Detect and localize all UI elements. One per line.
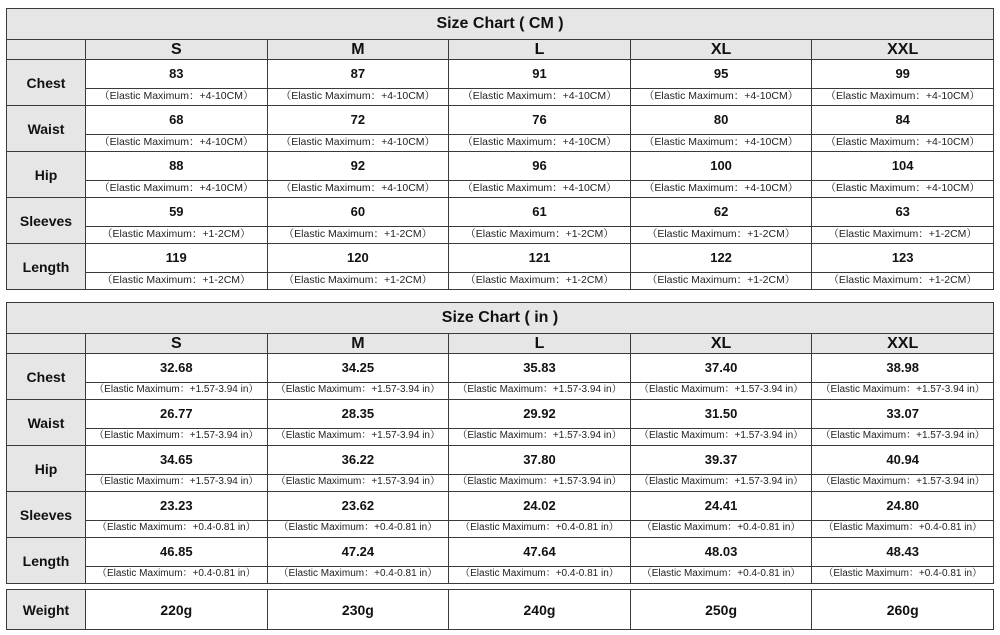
elastic-note: （Elastic Maximum：+1.57-3.94 in） [631, 428, 812, 443]
measurement-value: 33.07 [886, 406, 919, 421]
measurement-cell [267, 354, 449, 400]
measurement-cell [86, 60, 268, 106]
measurement-row [7, 354, 994, 400]
elastic-note: （Elastic Maximum：+1.57-3.94 in） [631, 382, 812, 397]
measurement-value: 24.41 [704, 498, 738, 513]
measurement-cell [86, 152, 268, 198]
measurement-value: 38.98 [886, 360, 919, 375]
measurement-cell [86, 106, 268, 152]
elastic-note: （Elastic Maximum：+1.57-3.94 in） [449, 474, 630, 489]
measurement-label: Waist [7, 106, 86, 152]
measurement-cell [630, 492, 812, 538]
measurement-value: 48.03 [704, 544, 738, 559]
measurement-cell [86, 538, 268, 584]
measurement-cell [86, 492, 268, 538]
measurement-cell [267, 60, 449, 106]
measurement-cell [86, 446, 268, 492]
measurement-value: 88 [169, 158, 184, 173]
measurement-value: 23.23 [160, 498, 193, 513]
size-header: M [267, 40, 449, 60]
measurement-cell [812, 492, 994, 538]
measurement-row [7, 60, 994, 106]
elastic-note: （Elastic Maximum：+1.57-3.94 in） [812, 382, 993, 397]
measurement-value: 32.68 [160, 360, 193, 375]
size-header: XXL [812, 334, 994, 354]
measurement-label: Hip [7, 152, 86, 198]
elastic-note: （Elastic Maximum：+0.4-0.81 in） [812, 520, 993, 535]
measurement-cell [267, 538, 449, 584]
weight-value-l: 240g [449, 590, 631, 630]
measurement-cell [812, 198, 994, 244]
elastic-note: （Elastic Maximum：+1-2CM） [268, 272, 449, 287]
measurement-cell [267, 492, 449, 538]
measurement-cell [449, 152, 631, 198]
measurement-cell [630, 400, 812, 446]
measurement-value: 31.50 [704, 406, 738, 421]
measurement-value: 59 [169, 204, 184, 219]
chart-title: Size Chart ( in ) [7, 303, 994, 334]
chart-title-row [7, 9, 994, 40]
measurement-value: 29.92 [523, 406, 556, 421]
size-chart-in [6, 302, 994, 584]
elastic-note: （Elastic Maximum：+1-2CM） [812, 226, 993, 241]
elastic-note: （Elastic Maximum：+4-10CM） [86, 134, 267, 149]
measurement-cell [267, 106, 449, 152]
weight-value-xl: 250g [630, 590, 812, 630]
size-header: XXL [812, 40, 994, 60]
measurement-row [7, 400, 994, 446]
measurement-label: Sleeves [7, 198, 86, 244]
measurement-cell [449, 60, 631, 106]
measurement-value: 91 [532, 66, 547, 81]
measurement-value: 47.64 [523, 544, 556, 559]
measurement-value: 36.22 [341, 452, 375, 467]
measurement-cell [630, 354, 812, 400]
measurement-value: 26.77 [160, 406, 193, 421]
measurement-cell [630, 106, 812, 152]
elastic-note: （Elastic Maximum：+1-2CM） [268, 226, 449, 241]
measurement-cell [812, 400, 994, 446]
elastic-note: （Elastic Maximum：+4-10CM） [268, 180, 449, 195]
measurement-value: 28.35 [341, 406, 375, 421]
measurement-value: 39.37 [704, 452, 738, 467]
measurement-value: 76 [532, 112, 547, 127]
elastic-note: （Elastic Maximum：+1-2CM） [449, 226, 630, 241]
measurement-value: 37.80 [523, 452, 556, 467]
measurement-value: 63 [895, 204, 910, 219]
measurement-cell [86, 244, 268, 290]
elastic-note: （Elastic Maximum：+1-2CM） [631, 272, 812, 287]
measurement-cell [267, 244, 449, 290]
measurement-cell [449, 354, 631, 400]
elastic-note: （Elastic Maximum：+0.4-0.81 in） [268, 520, 449, 535]
measurement-value: 48.43 [886, 544, 919, 559]
elastic-note: （Elastic Maximum：+4-10CM） [449, 88, 630, 103]
measurement-label: Waist [7, 400, 86, 446]
measurement-cell [449, 538, 631, 584]
size-header-row [7, 334, 994, 354]
size-header: XL [630, 40, 812, 60]
measurement-label: Hip [7, 446, 86, 492]
elastic-note: （Elastic Maximum：+4-10CM） [812, 134, 993, 149]
measurement-label: Sleeves [7, 492, 86, 538]
measurement-value: 80 [713, 112, 729, 127]
elastic-note: （Elastic Maximum：+0.4-0.81 in） [449, 566, 630, 581]
elastic-note: （Elastic Maximum：+1.57-3.94 in） [268, 428, 449, 443]
elastic-note: （Elastic Maximum：+4-10CM） [268, 134, 449, 149]
measurement-cell [812, 106, 994, 152]
elastic-note: （Elastic Maximum：+1.57-3.94 in） [631, 474, 812, 489]
corner-cell [7, 40, 86, 60]
measurement-cell [812, 354, 994, 400]
corner-cell [7, 334, 86, 354]
measurement-value: 46.85 [160, 544, 193, 559]
elastic-note: （Elastic Maximum：+0.4-0.81 in） [631, 520, 812, 535]
size-header: M [267, 334, 449, 354]
measurement-row [7, 538, 994, 584]
measurement-value: 87 [350, 66, 366, 81]
measurement-value: 95 [713, 66, 729, 81]
measurement-cell [630, 60, 812, 106]
measurement-value: 24.02 [523, 498, 556, 513]
measurement-value: 68 [169, 112, 184, 127]
measurement-value: 84 [895, 112, 910, 127]
measurement-value: 122 [710, 250, 732, 265]
measurement-row [7, 152, 994, 198]
weight-table [6, 589, 994, 630]
measurement-value: 37.40 [704, 360, 738, 375]
measurement-value: 72 [350, 112, 366, 127]
weight-value-m: 230g [267, 590, 449, 630]
measurement-cell [812, 446, 994, 492]
measurement-cell [267, 446, 449, 492]
weight-label: Weight [7, 590, 86, 630]
elastic-note: （Elastic Maximum：+1-2CM） [812, 272, 993, 287]
size-header-row [7, 40, 994, 60]
elastic-note: （Elastic Maximum：+1.57-3.94 in） [268, 474, 449, 489]
measurement-cell [812, 60, 994, 106]
measurement-cell [812, 244, 994, 290]
size-header: L [449, 40, 631, 60]
elastic-note: （Elastic Maximum：+1.57-3.94 in） [449, 382, 630, 397]
measurement-cell [86, 400, 268, 446]
measurement-cell [267, 198, 449, 244]
measurement-value: 60 [350, 204, 366, 219]
elastic-note: （Elastic Maximum：+1.57-3.94 in） [812, 474, 993, 489]
elastic-note: （Elastic Maximum：+4-10CM） [268, 88, 449, 103]
measurement-cell [630, 538, 812, 584]
measurement-label: Chest [7, 354, 86, 400]
measurement-value: 104 [891, 158, 914, 173]
elastic-note: （Elastic Maximum：+0.4-0.81 in） [268, 566, 449, 581]
elastic-note: （Elastic Maximum：+1-2CM） [449, 272, 630, 287]
elastic-note: （Elastic Maximum：+4-10CM） [86, 180, 267, 195]
elastic-note: （Elastic Maximum：+0.4-0.81 in） [631, 566, 812, 581]
measurement-cell [630, 198, 812, 244]
elastic-note: （Elastic Maximum：+4-10CM） [449, 180, 630, 195]
weight-row [7, 590, 994, 630]
size-header: XL [630, 334, 812, 354]
elastic-note: （Elastic Maximum：+0.4-0.81 in） [449, 520, 630, 535]
measurement-label: Chest [7, 60, 86, 106]
elastic-note: （Elastic Maximum：+4-10CM） [812, 180, 993, 195]
measurement-value: 34.25 [341, 360, 375, 375]
measurement-value: 92 [350, 158, 366, 173]
elastic-note: （Elastic Maximum：+1.57-3.94 in） [268, 382, 449, 397]
size-header: S [86, 334, 268, 354]
measurement-value: 34.65 [160, 452, 193, 467]
elastic-note: （Elastic Maximum：+1.57-3.94 in） [86, 474, 267, 489]
measurement-cell [449, 198, 631, 244]
elastic-note: （Elastic Maximum：+4-10CM） [631, 180, 812, 195]
measurement-value: 120 [347, 250, 369, 265]
measurement-cell [812, 538, 994, 584]
weight-value-s: 220g [86, 590, 268, 630]
measurement-label: Length [7, 244, 86, 290]
elastic-note: （Elastic Maximum：+0.4-0.81 in） [86, 566, 267, 581]
weight-value-xxl: 260g [812, 590, 994, 630]
measurement-row [7, 446, 994, 492]
size-chart-cm [6, 8, 994, 290]
measurement-value: 23.62 [341, 498, 375, 513]
elastic-note: （Elastic Maximum：+4-10CM） [449, 134, 630, 149]
measurement-cell [449, 400, 631, 446]
measurement-value: 35.83 [523, 360, 556, 375]
chart-title: Size Chart ( CM ) [7, 9, 994, 40]
elastic-note: （Elastic Maximum：+1-2CM） [86, 272, 267, 287]
measurement-row [7, 244, 994, 290]
measurement-value: 47.24 [341, 544, 375, 559]
measurement-value: 121 [528, 250, 551, 265]
measurement-value: 24.80 [886, 498, 919, 513]
elastic-note: （Elastic Maximum：+1-2CM） [631, 226, 812, 241]
measurement-value: 83 [169, 66, 184, 81]
measurement-row [7, 492, 994, 538]
measurement-cell [812, 152, 994, 198]
elastic-note: （Elastic Maximum：+4-10CM） [631, 134, 812, 149]
elastic-note: （Elastic Maximum：+0.4-0.81 in） [86, 520, 267, 535]
measurement-value: 123 [891, 250, 914, 265]
measurement-cell [267, 400, 449, 446]
elastic-note: （Elastic Maximum：+1.57-3.94 in） [86, 382, 267, 397]
measurement-value: 100 [710, 158, 732, 173]
measurement-value: 62 [713, 204, 729, 219]
measurement-value: 40.94 [886, 452, 919, 467]
measurement-row [7, 198, 994, 244]
elastic-note: （Elastic Maximum：+1.57-3.94 in） [449, 428, 630, 443]
size-header: L [449, 334, 631, 354]
measurement-cell [267, 152, 449, 198]
elastic-note: （Elastic Maximum：+4-10CM） [86, 88, 267, 103]
measurement-value: 119 [165, 250, 187, 265]
elastic-note: （Elastic Maximum：+1.57-3.94 in） [812, 428, 993, 443]
measurement-value: 61 [532, 204, 547, 219]
measurement-cell [449, 106, 631, 152]
elastic-note: （Elastic Maximum：+1.57-3.94 in） [86, 428, 267, 443]
measurement-cell [449, 492, 631, 538]
elastic-note: （Elastic Maximum：+0.4-0.81 in） [812, 566, 993, 581]
measurement-label: Length [7, 538, 86, 584]
measurement-cell [630, 446, 812, 492]
measurement-cell [449, 446, 631, 492]
measurement-row [7, 106, 994, 152]
measurement-cell [630, 152, 812, 198]
measurement-value: 99 [895, 66, 910, 81]
elastic-note: （Elastic Maximum：+1-2CM） [86, 226, 267, 241]
measurement-cell [449, 244, 631, 290]
size-header: S [86, 40, 268, 60]
elastic-note: （Elastic Maximum：+4-10CM） [812, 88, 993, 103]
measurement-cell [630, 244, 812, 290]
measurement-value: 96 [532, 158, 547, 173]
measurement-cell [86, 354, 268, 400]
chart-title-row [7, 303, 994, 334]
elastic-note: （Elastic Maximum：+4-10CM） [631, 88, 812, 103]
measurement-cell [86, 198, 268, 244]
